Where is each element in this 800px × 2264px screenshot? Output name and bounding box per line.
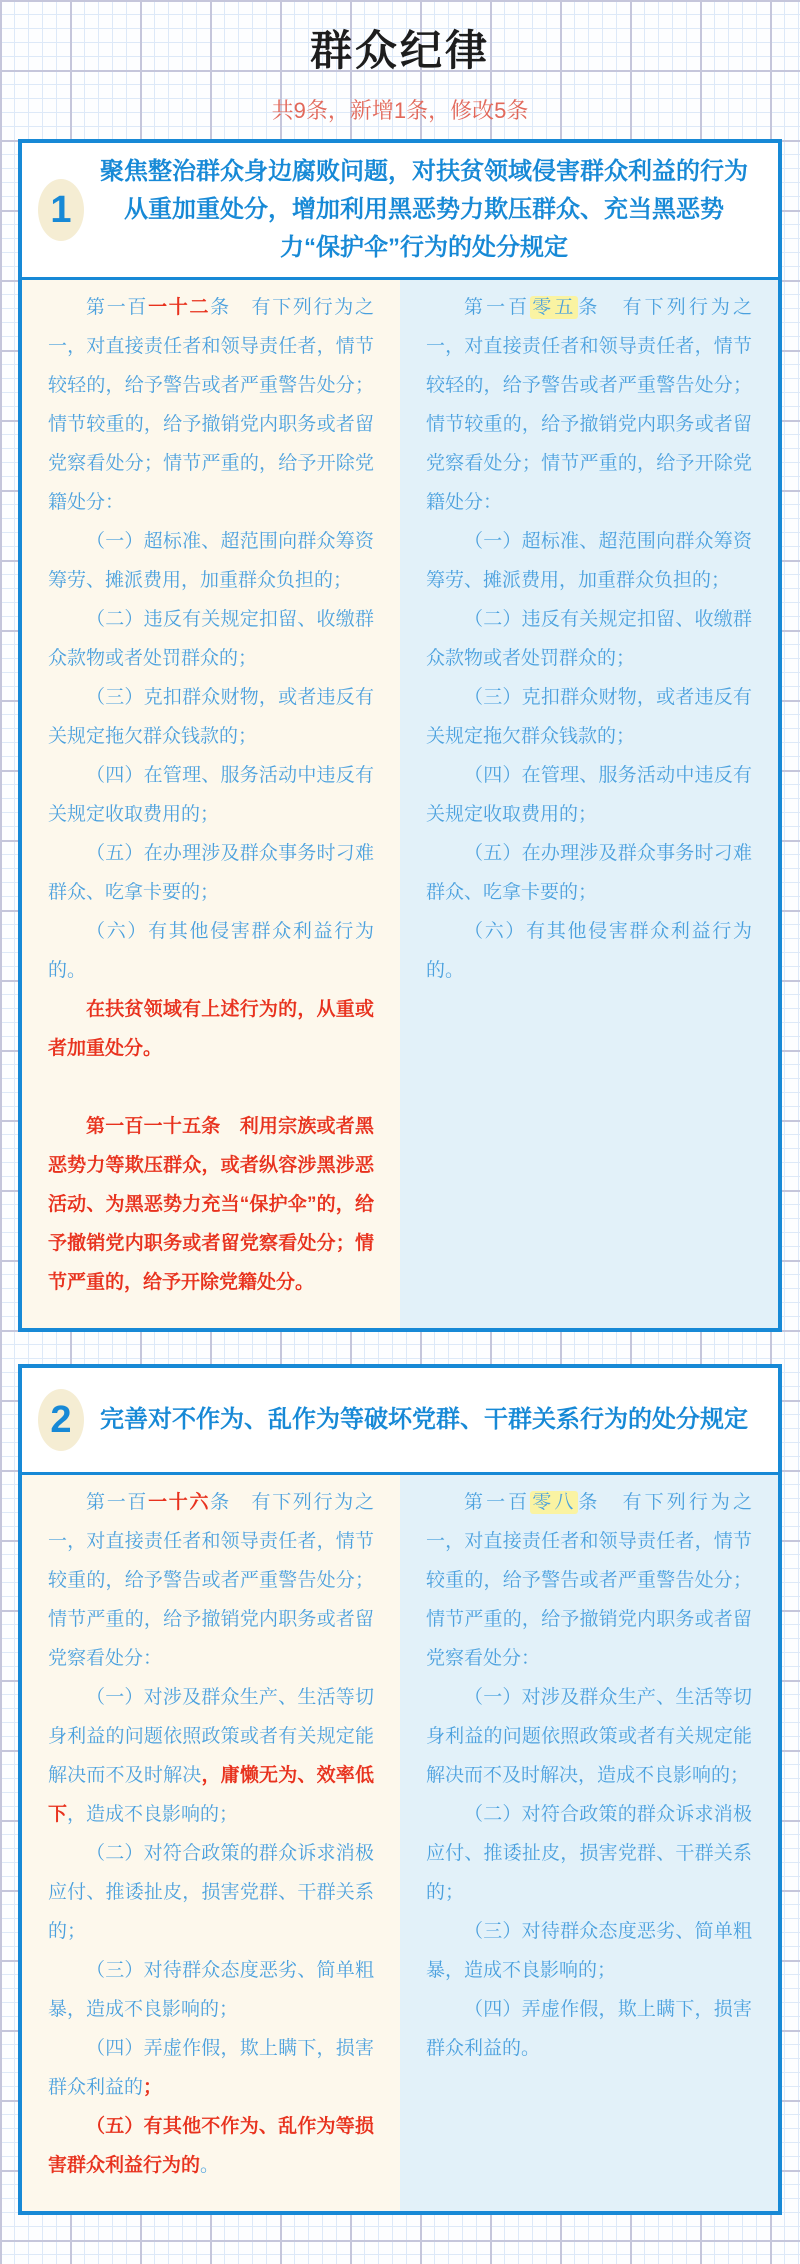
paragraph <box>426 288 752 522</box>
paragraph <box>48 1678 374 1834</box>
revised-text: ，庸懒无为、效率低下 <box>48 1765 374 1825</box>
paragraph <box>426 912 752 990</box>
clause-text: （三）对待群众态度恶劣、简单粗暴，造成不良影响的； <box>48 1960 374 2020</box>
paragraph <box>48 756 374 834</box>
page-title: 群众纪律 <box>309 27 490 74</box>
section-2-comparison <box>22 1472 778 2211</box>
paragraph <box>48 1483 374 1678</box>
paragraph <box>426 1795 752 1912</box>
old-version-column <box>400 1475 778 2211</box>
paragraph <box>48 1107 374 1302</box>
paragraph <box>426 756 752 834</box>
clause-text: 条 有下列行为之一，对直接责任者和领导责任者，情节较重的，给予警告或者严重警告处分；情节严重的，给予撤销党内职务或者留党察看处分： <box>48 1492 374 1669</box>
paragraph <box>48 834 374 912</box>
clause-text: （六）有其他侵害群众利益行为的。 <box>48 921 374 981</box>
clause-text: （二）违反有关规定扣留、收缴群众款物或者处罚群众的； <box>426 609 752 669</box>
revised-text: 一十二 <box>148 297 211 318</box>
revised-text: 第一百一十五条 利用宗族或者黑恶势力等欺压群众，或者纵容涉黑涉恶活动、为黑恶势力充当“保护伞”的，给予撤销党内职务或者留党察看处分；情节严重的，给予开除党籍处分。 <box>48 1116 374 1293</box>
section-card-2 <box>18 1364 782 2215</box>
section-number-badge: 2 <box>38 1389 84 1451</box>
revised-text: （五）有其他不作为、乱作为等损害群众利益行为的 <box>48 2116 374 2176</box>
clause-text: 条 有下列行为之一，对直接责任者和领导责任者，情节较重的，给予警告或者严重警告处分；情节严重的，给予撤销党内职务或者留党察看处分： <box>426 1492 752 1669</box>
clause-text: 第一百 <box>86 1492 149 1513</box>
highlighted-text: 零五 <box>532 297 577 318</box>
clause-text: ，造成不良影响的； <box>67 1804 239 1825</box>
paragraph <box>426 1990 752 2068</box>
section-heading: 完善对不作为、乱作为等破坏党群、干群关系行为的处分规定 <box>100 1406 748 1433</box>
paragraph <box>426 1483 752 1678</box>
paragraph <box>48 912 374 990</box>
paragraph <box>48 678 374 756</box>
paragraph <box>48 1834 374 1951</box>
clause-text: （一）超标准、超范围向群众筹资筹劳、摊派费用，加重群众负担的； <box>48 531 374 591</box>
section-number-badge: 1 <box>38 179 84 241</box>
clause-text: （一）对涉及群众生产、生活等切身利益的问题依照政策或者有关规定能解决而不及时解决 <box>48 1687 374 1786</box>
paragraph <box>426 834 752 912</box>
clause-text: （三）对待群众态度恶劣、简单粗暴，造成不良影响的； <box>426 1921 752 1981</box>
paragraph <box>48 1951 374 2029</box>
section-2-header <box>22 1368 778 1472</box>
paragraph <box>426 1678 752 1795</box>
clause-text: （一）超标准、超范围向群众筹资筹劳、摊派费用，加重群众负担的； <box>426 531 752 591</box>
page-subtitle: 共9条，新增1条，修改5条 <box>271 98 529 123</box>
clause-text: 。 <box>200 2155 220 2176</box>
clause-text: 第一百 <box>464 1492 531 1513</box>
paragraph <box>48 2107 374 2185</box>
revised-text: 在扶贫领域有上述行为的，从重或者加重处分。 <box>48 999 374 1059</box>
section-heading: 聚焦整治群众身边腐败问题，对扶贫领域侵害群众利益的行为从重加重处分，增加利用黑恶势力欺压群众、充当黑恶势力“保护伞”行为的处分规定 <box>100 158 748 261</box>
paragraph <box>48 522 374 600</box>
new-version-column <box>22 1475 400 2211</box>
clause-text: （二）对符合政策的群众诉求消极应付、推诿扯皮，损害党群、干群关系的； <box>48 1843 374 1942</box>
clause-text: （四）在管理、服务活动中违反有关规定收取费用的； <box>426 765 752 825</box>
paragraph <box>426 600 752 678</box>
clause-text: （三）克扣群众财物，或者违反有关规定拖欠群众钱款的； <box>48 687 374 747</box>
paragraph <box>426 678 752 756</box>
clause-text: 第一百 <box>464 297 531 318</box>
clause-text: 条 有下列行为之一，对直接责任者和领导责任者，情节较轻的，给予警告或者严重警告处分；情节较重的，给予撤销党内职务或者留党察看处分；情节严重的，给予开除党籍处分： <box>48 297 374 513</box>
clause-text: 第一百 <box>86 297 149 318</box>
revised-text: ； <box>143 2077 163 2098</box>
section-1-comparison <box>22 277 778 1328</box>
section-1-header <box>22 143 778 277</box>
highlighted-text: 零八 <box>532 1492 577 1513</box>
paragraph <box>426 522 752 600</box>
paragraph <box>48 2029 374 2107</box>
old-version-column <box>400 280 778 1328</box>
clause-text: （六）有其他侵害群众利益行为的。 <box>426 921 752 981</box>
new-version-column <box>22 280 400 1328</box>
revised-text: 一十六 <box>148 1492 211 1513</box>
section-card-1 <box>18 139 782 1332</box>
clause-text: （二）违反有关规定扣留、收缴群众款物或者处罚群众的； <box>48 609 374 669</box>
clause-text: （三）克扣群众财物，或者违反有关规定拖欠群众钱款的； <box>426 687 752 747</box>
paragraph <box>48 990 374 1068</box>
clause-text: （四）弄虚作假，欺上瞒下，损害群众利益的 <box>48 2038 374 2098</box>
clause-text: 条 有下列行为之一，对直接责任者和领导责任者，情节较轻的，给予警告或者严重警告处分；情节较重的，给予撤销党内职务或者留党察看处分；情节严重的，给予开除党籍处分： <box>426 297 752 513</box>
paragraph <box>48 600 374 678</box>
clause-text: （二）对符合政策的群众诉求消极应付、推诿扯皮，损害党群、干群关系的； <box>426 1804 752 1903</box>
clause-text: （五）在办理涉及群众事务时刁难群众、吃拿卡要的； <box>426 843 752 903</box>
clause-text: （四）弄虚作假，欺上瞒下，损害群众利益的。 <box>426 1999 752 2059</box>
clause-text: （五）在办理涉及群众事务时刁难群众、吃拿卡要的； <box>48 843 374 903</box>
paragraph <box>48 288 374 522</box>
clause-text: （四）在管理、服务活动中违反有关规定收取费用的； <box>48 765 374 825</box>
clause-text: （一）对涉及群众生产、生活等切身利益的问题依照政策或者有关规定能解决而不及时解决，造成不良影响的； <box>426 1687 752 1786</box>
paragraph <box>426 1912 752 1990</box>
